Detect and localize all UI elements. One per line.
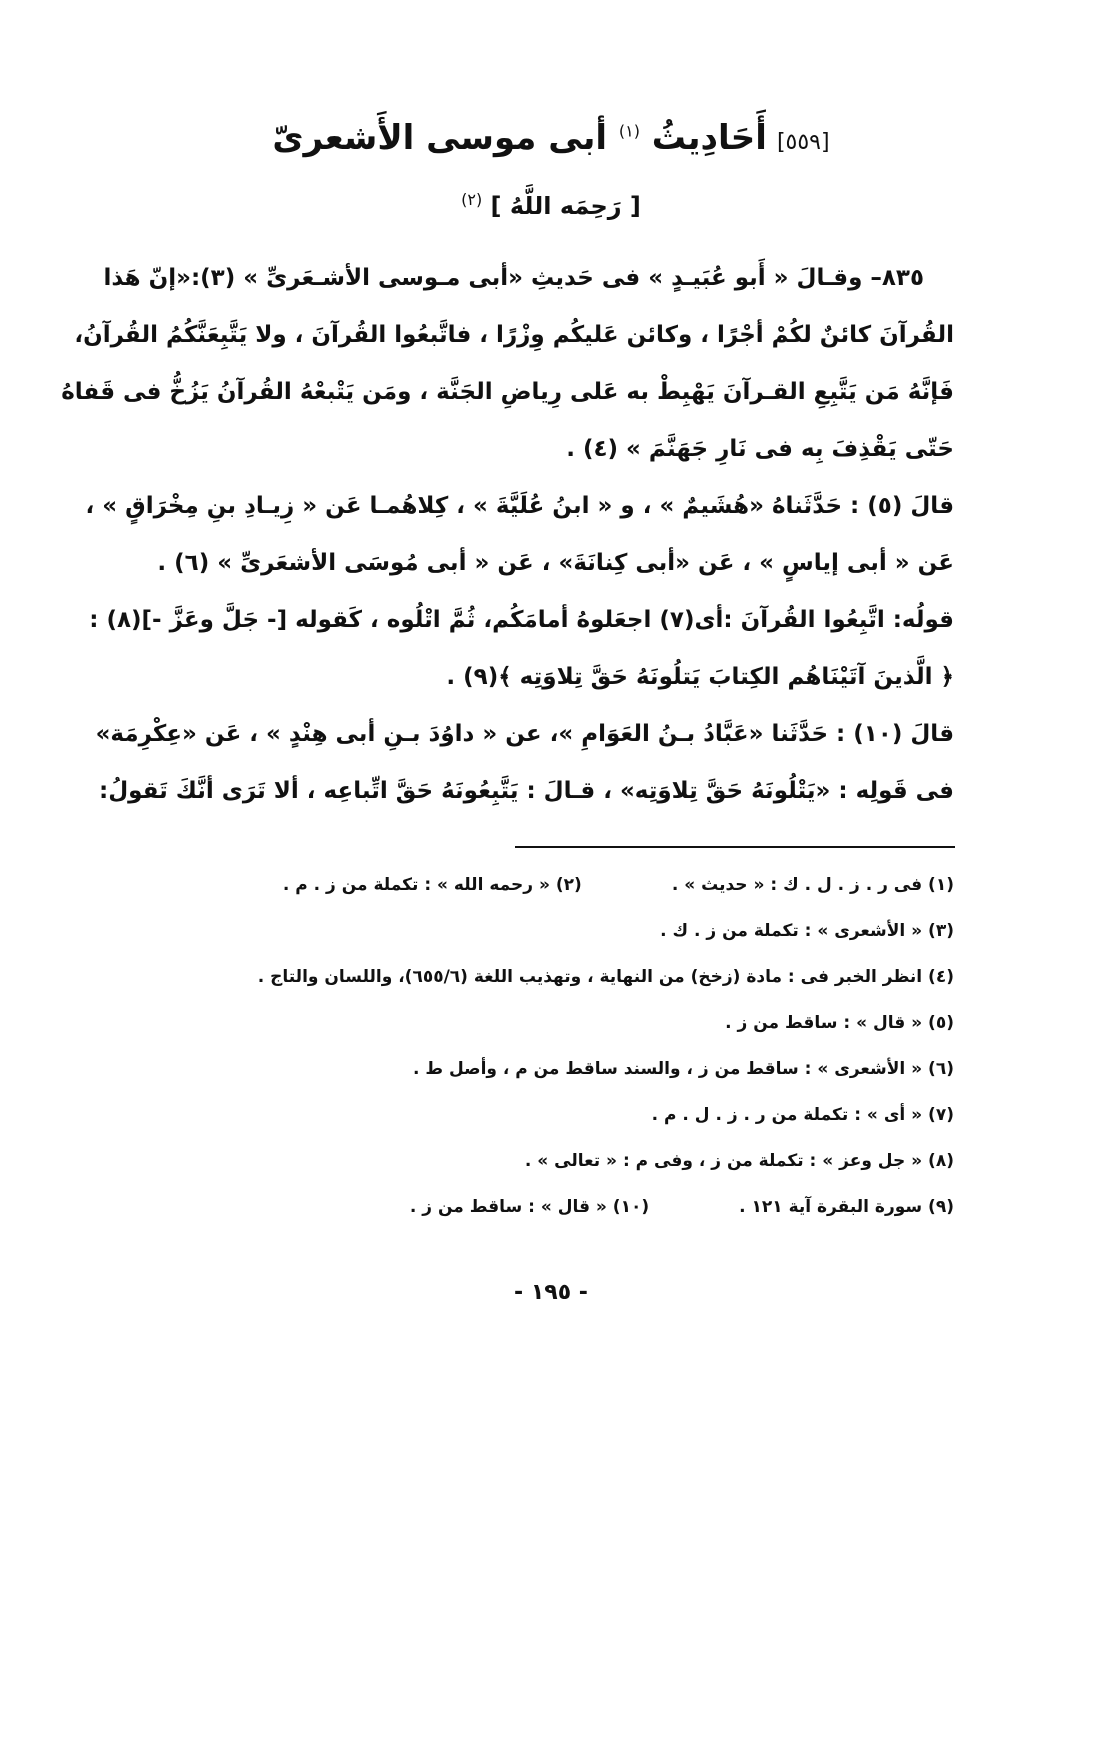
text-line: القُرآنَ كائنٌ لكُمْ أجْرًا ، وكائن عَليكُم وِزْرًا ، فاتَّبعُوا القُرآنَ ، ولا يَتَّبِعَنَّكُمُ القُرآنُ، xyxy=(74,322,954,348)
text-line: حَتّى يَقْذِفَ بِه فى نَارِ جَهَنَّمَ » (٤) . xyxy=(566,436,954,462)
text-line: فَإنَّهُ مَن يَتَّبِعِ القـرآنَ يَهْبِطْ به عَلى رِياضِ الجَنَّة ، ومَن يَتْبعْهُ القُرآنُ يَزُخُّ فى قَفاهُ xyxy=(61,379,954,405)
text-line: فى قَولِه : «يَتْلُونَهُ حَقَّ تِلاوَتِه» ، قـالَ : يَتَّبِعُونَهُ حَقَّ اتِّباعِه ، ألا تَرَى أنَّكَ تَقولُ: xyxy=(99,778,954,804)
text-line: قالَ (٥) : حَدَّثَناهُ «هُشَيمٌ » ، و « ابنُ عُلَيَّةَ » ، كِلاهُمـا عَن « زِيـادِ بنِ مِخْرَاقٍ » ، xyxy=(85,493,954,519)
title-name: أبى موسى الأَشعرىّ xyxy=(272,118,608,158)
footnote-6: (٦) « الأشعرى » : ساقط من ز ، والسند ساقط من م ، وأصل ط . xyxy=(413,1059,954,1079)
title-word: أَحَادِيثُ xyxy=(651,118,767,158)
text-line: عَن « أبى إياسٍ » ، عَن «أبى كِنانَةَ» ، عَن « أبى مُوسَى الأشعَرىِّ » (٦) . xyxy=(157,550,954,576)
footnote-separator xyxy=(515,846,955,848)
footnote-row xyxy=(168,862,954,908)
footnote-3: (٣) « الأشعرى » : تكملة من ز . ك . xyxy=(660,921,954,941)
text-line: ﴿ الَّذينَ آتَيْنَاهُم الكِتابَ يَتلُونَهُ حَقَّ تِلاوَتِه ﴾(٩) . xyxy=(446,664,954,690)
footnote-5: (٥) « قال » : ساقط من ز . xyxy=(725,1013,954,1033)
page-title xyxy=(0,118,1102,158)
text-line: ٨٣٥– وقـالَ « أَبو عُبَيـدٍ » فى حَديثِ «أبى مـوسى الأشـعَرىِّ » (٣):«إنّ هَذا xyxy=(103,265,924,291)
footnote-row xyxy=(168,1184,954,1230)
footnote-9: (٩) سورة البقرة آية ١٢١ . xyxy=(739,1197,954,1217)
main-text xyxy=(61,250,954,820)
page-number: - ١٩٥ - xyxy=(514,1280,588,1305)
footnote-2: (٢) « رحمه الله » : تكملة من ز . م . xyxy=(282,875,582,895)
footnote-8: (٨) « جل وعز » : تكملة من ز ، وفى م : « تعالى » . xyxy=(524,1151,954,1171)
footnote-4: (٤) انظر الخبر فى : مادة (زخخ) من النهاية ، وتهذيب اللغة (٦٥٥/٦)، واللسان والتاج . xyxy=(257,967,954,987)
text-line: قالَ (١٠) : حَدَّثَنا «عَبَّادُ بـنُ العَوَامِ »، عن « داوُدَ بـنِ أبى هِنْدٍ » ، عَن «عِكْرِمَة» xyxy=(95,721,954,747)
footnote-1: (١) فى ر . ز . ل . ك : « حديث » . xyxy=(671,875,954,895)
section-number: [٥٥٩] xyxy=(776,130,830,155)
footnote-7: (٧) « أى » : تكملة من ر . ز . ل . م . xyxy=(651,1105,954,1125)
footnotes xyxy=(168,862,954,1230)
page-subtitle xyxy=(0,190,1102,220)
title-footnote-ref: (١) xyxy=(618,121,640,141)
subtitle-text: [ رَحِمَه اللَّهُ ] xyxy=(490,192,641,220)
footnote-10: (١٠) « قال » : ساقط من ز . xyxy=(409,1197,650,1217)
text-line: قولُه: اتَّبِعُوا القُرآنَ :أى(٧) اجعَلوهُ أمامَكُم، ثُمَّ اتْلُوه ، كَقوله [- جَلَّ وعَزَّ -](٨) : xyxy=(89,607,954,633)
subtitle-footnote-ref: (٢) xyxy=(461,190,483,209)
